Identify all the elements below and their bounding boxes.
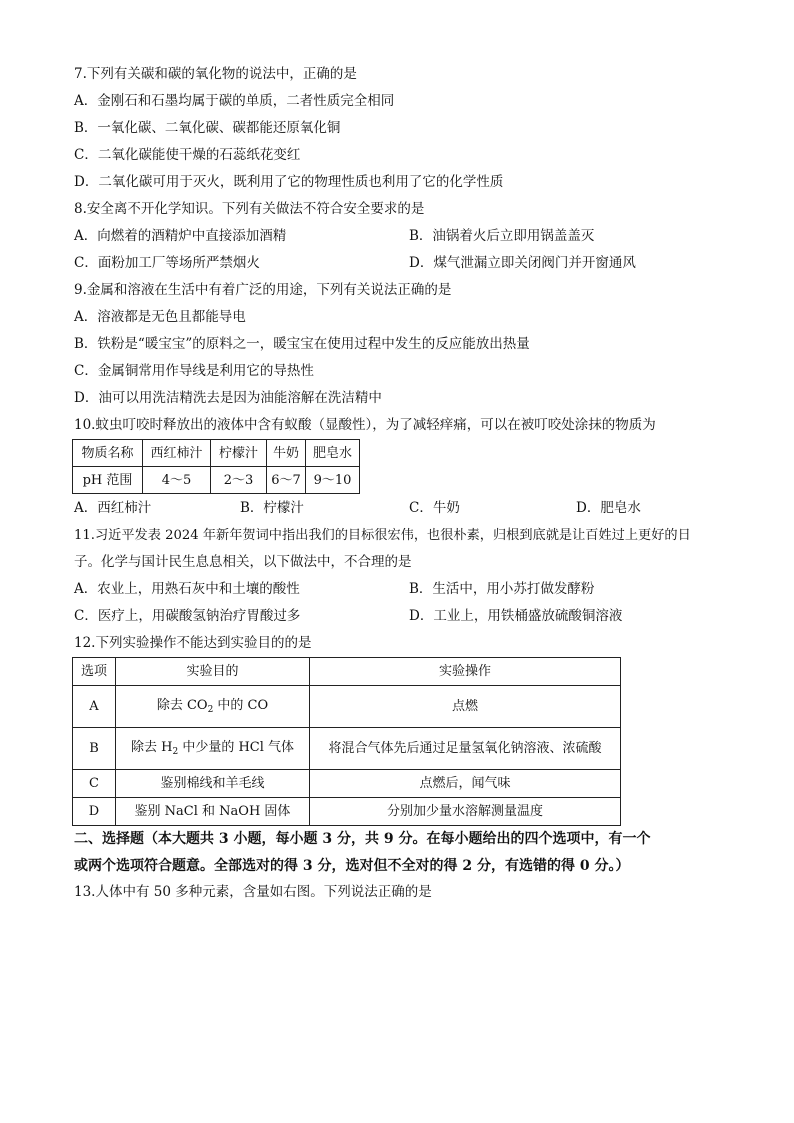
- q9-option-d: D．油可以用洗洁精洗去是因为油能溶解在洗洁精中: [74, 390, 382, 406]
- row-purpose: 鉴别 NaCl 和 NaOH 固体: [116, 798, 310, 826]
- ph-table: [72, 439, 360, 494]
- q7-option-d: D．二氧化碳可用于灭火，既利用了它的物理性质也利用了它的化学性质: [74, 174, 504, 190]
- q11-option-d: D．工业上，用铁桶盛放硫酸铜溶液: [409, 608, 623, 624]
- q9-stem: 9.金属和溶液在生活中有着广泛的用途，下列有关说法正确的是: [74, 282, 452, 298]
- row-purpose: 除去 $CO_2$ 中的 CO: [116, 686, 310, 728]
- ph-table-cell: 9～10: [306, 467, 360, 494]
- q8-option-d: D．煤气泄漏立即关闭阀门并开窗通风: [409, 255, 636, 271]
- experiment-row-d: [73, 798, 621, 826]
- experiment-row-c: [73, 770, 621, 798]
- header-purpose: 实验目的: [116, 658, 310, 686]
- q7-option-a: A．金刚石和石墨均属于碳的单质，二者性质完全相同: [74, 93, 395, 109]
- q10-stem: 10.蚊虫叮咬时释放出的液体中含有蚁酸（显酸性），为了减轻痒痛，可以在被叮咬处涂抹的物质为: [74, 417, 656, 433]
- row-operation: 点燃后，闻气味: [310, 770, 621, 798]
- row-purpose: 除去 $H_2$ 中少量的 HCl 气体: [116, 728, 310, 770]
- row-operation: 点燃: [310, 686, 621, 728]
- ph-table-cell: 肥皂水: [306, 440, 360, 467]
- ph-table-cell: 6～7: [267, 467, 306, 494]
- q8-option-a: A．向燃着的酒精炉中直接添加酒精: [74, 228, 287, 244]
- header-option: 选项: [73, 658, 116, 686]
- q8-option-c: C．面粉加工厂等场所严禁烟火: [74, 255, 260, 271]
- row-option: D: [73, 798, 116, 826]
- ph-table-cell: 柠檬汁: [211, 440, 267, 467]
- q11-option-c: C．医疗上，用碳酸氢钠治疗胃酸过多: [74, 608, 301, 624]
- row-operation: 分别加少量水溶解测量温度: [310, 798, 621, 826]
- q13-stem: 13.人体中有 50 多种元素，含量如右图。下列说法正确的是: [74, 884, 432, 900]
- section2-heading-line2: 或两个选项符合题意。全部选对的得 3 分，选对但不全对的得 2 分，有选错的得 0 分。）: [74, 858, 630, 874]
- header-operation: 实验操作: [310, 658, 621, 686]
- q11-option-b: B．生活中，用小苏打做发酵粉: [409, 581, 595, 597]
- q11-stem-line1: 11.习近平发表 2024 年新年贺词中指出我们的目标很宏伟，也很朴素，归根到底就是让百姓过上更好的日: [74, 528, 691, 543]
- row-operation: 将混合气体先后通过足量氢氧化钠溶液、浓硫酸: [310, 728, 621, 770]
- q9-option-b: B．铁粉是“暖宝宝”的原料之一，暖宝宝在使用过程中发生的反应能放出热量: [74, 336, 530, 352]
- experiment-table-header: [73, 658, 621, 686]
- row-option: B: [73, 728, 116, 770]
- q10-option-a: A．西红柿汁: [74, 500, 152, 516]
- q9-option-c: C．金属铜常用作导线是利用它的导热性: [74, 363, 314, 379]
- experiment-row-a: [73, 686, 621, 728]
- q8-stem: 8.安全离不开化学知识。下列有关做法不符合安全要求的是: [74, 201, 425, 217]
- ph-table-cell: 2～3: [211, 467, 267, 494]
- ph-table-cell: 物质名称: [73, 440, 143, 467]
- q8-option-b: B．油锅着火后立即用锅盖盖灭: [409, 228, 595, 244]
- ph-table-cell: 4～5: [143, 467, 211, 494]
- row-option: A: [73, 686, 116, 728]
- q7-option-c: C．二氧化碳能使干燥的石蕊纸花变红: [74, 147, 301, 163]
- ph-table-cell: 西红柿汁: [143, 440, 211, 467]
- q10-option-c: C．牛奶: [409, 500, 460, 516]
- ph-table-header-row: [73, 440, 360, 467]
- experiment-row-b: [73, 728, 621, 770]
- q7-option-b: B．一氧化碳、二氧化碳、碳都能还原氧化铜: [74, 120, 341, 136]
- ph-table-value-row: [73, 467, 360, 494]
- row-purpose: 鉴别棉线和羊毛线: [116, 770, 310, 798]
- ph-table-cell: pH 范围: [73, 467, 143, 494]
- q7-stem: 7.下列有关碳和碳的氧化物的说法中，正确的是: [74, 66, 357, 82]
- q12-stem: 12.下列实验操作不能达到实验目的的是: [74, 635, 312, 651]
- row-option: C: [73, 770, 116, 798]
- q10-option-b: B．柠檬汁: [240, 500, 304, 516]
- q10-option-d: D．肥皂水: [576, 500, 641, 516]
- ph-table-cell: 牛奶: [267, 440, 306, 467]
- section2-heading-line1: 二、选择题（本大题共 3 小题，每小题 3 分，共 9 分。在每小题给出的四个选项中，有一个: [74, 831, 651, 847]
- q11-stem-line2: 子。化学与国计民生息息相关，以下做法中，不合理的是: [74, 554, 412, 570]
- q9-option-a: A．溶液都是无色且都能导电: [74, 309, 246, 325]
- experiment-table: [72, 657, 621, 826]
- q11-option-a: A．农业上，用熟石灰中和土壤的酸性: [74, 581, 300, 597]
